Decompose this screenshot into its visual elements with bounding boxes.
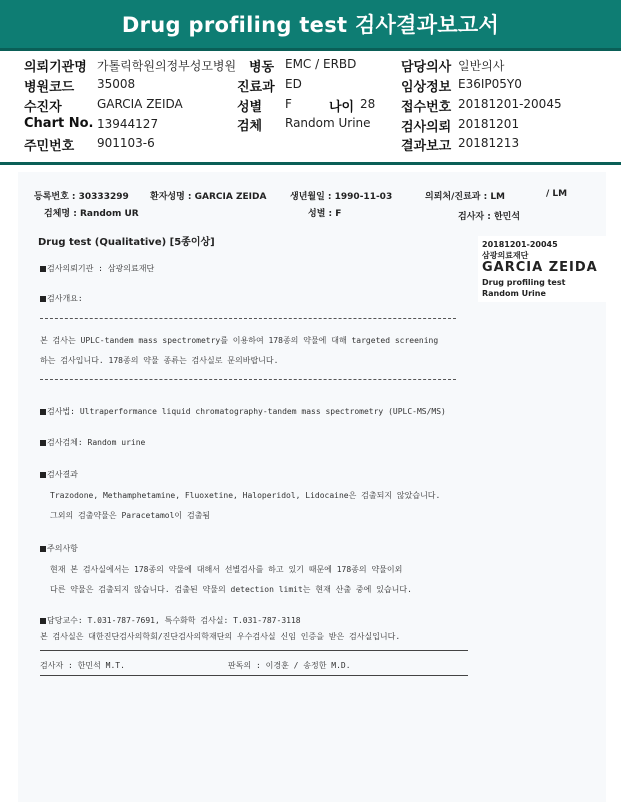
bullet-icon — [40, 409, 46, 415]
sticker-test: Drug profiling test — [482, 278, 566, 287]
clinical-label: 임상정보 — [401, 80, 452, 95]
referrer: 의뢰처/진료과 : LM — [425, 192, 506, 202]
scanned-report — [18, 172, 606, 802]
bullet-icon — [40, 296, 46, 302]
caution-line-1: 현재 본 검사실에서는 178종의 약물에 대해서 선별검사를 하고 있기 때문에 178종의 약물이외 — [50, 565, 403, 574]
clinical-value: E36IP05Y0 — [458, 77, 522, 91]
sign-reader: 판독의 : 이경훈 / 송정한 M.D. — [228, 661, 351, 670]
resident-label: 주민번호 — [24, 139, 75, 154]
sex-label: 성별 — [237, 100, 263, 115]
receipt-label: 접수번호 — [401, 100, 452, 115]
overview-line-2: 하는 검사입니다. 178종의 약물 종류는 검사실로 문의바랍니다. — [40, 356, 279, 365]
recipient-label: 수진자 — [24, 100, 62, 115]
overview-head-text: 검사개요: — [47, 294, 83, 303]
bullet-icon — [40, 440, 46, 446]
ward-value: EMC / ERBD — [285, 57, 357, 71]
specimen-value: Random Urine — [285, 116, 371, 130]
sign-examiner: 검사자 : 한민석 M.T. — [40, 661, 125, 670]
agency-line — [40, 263, 154, 274]
report-label: 결과보고 — [401, 139, 452, 154]
method-line — [40, 406, 446, 417]
age-value: 28 — [360, 97, 376, 111]
bullet-icon — [40, 618, 46, 624]
recipient-value: GARCIA ZEIDA — [97, 97, 183, 111]
sticker-org: 삼광의료재단 — [482, 251, 529, 260]
bullet-icon — [40, 472, 46, 478]
chart-label: Chart No. — [24, 116, 94, 131]
request-label: 검사의뢰 — [401, 120, 452, 135]
certification-line: 본 검사실은 대한진단검사의학회/진단검사의학재단의 우수검사실 신임 인증을 받은 검사실입니다. — [40, 632, 401, 641]
receipt-value: 20181201-20045 — [458, 97, 562, 111]
birth-date: 생년월일 : 1990-11-03 — [290, 192, 393, 202]
dashed-divider — [40, 379, 456, 380]
sticker-receipt: 20181201-20045 — [482, 240, 558, 249]
doctor-label: 담당의사 — [401, 60, 452, 75]
request-value: 20181201 — [458, 117, 520, 131]
patient-name: 환자성명 : GARCIA ZEIDA — [150, 192, 267, 202]
specimen-label-sticker — [478, 236, 606, 302]
result-heading — [40, 469, 78, 480]
specimen-line-text: 검사검체: Random urine — [47, 438, 146, 447]
examiner: 검사자 : 한민석 — [458, 212, 521, 222]
agency-text: 검사의뢰기관 : 삼광의료재단 — [47, 264, 155, 273]
result-head-text: 검사결과 — [47, 470, 78, 479]
result-line-1: Trazodone, Methamphetamine, Fluoxetine, Haloperidol, Lidocaine은 검출되지 않았습니다. — [50, 491, 441, 500]
test-title: Drug test (Qualitative) [5종이상] — [38, 237, 215, 248]
sex-value: F — [285, 97, 292, 111]
specimen-line — [40, 437, 145, 448]
institution-label: 의뢰기관명 — [24, 60, 87, 75]
caution-line-2: 다른 약물은 검출되지 않습니다. 검출된 약물의 detection limit는 현재 산출 중에 있습니다. — [50, 585, 412, 594]
header-divider — [0, 48, 621, 51]
bullet-icon — [40, 266, 46, 272]
overview-line-1: 본 검사는 UPLC-tandem mass spectrometry를 이용하여 178종의 약물에 대해 targeted screening — [40, 336, 439, 345]
solid-divider — [40, 675, 468, 676]
caution-heading — [40, 543, 78, 554]
overview-heading — [40, 293, 83, 304]
contact-text: 담당교수: T.031-787-7691, 특수화학 검사실: T.031-787-3118 — [47, 616, 301, 625]
resident-value: 901103-6 — [97, 136, 155, 150]
ward-label: 병동 — [249, 60, 275, 75]
result-line-2: 그외의 검출약물은 Paracetamol이 검출됨 — [50, 511, 211, 520]
contact-line — [40, 615, 301, 626]
hospital-code-label: 병원코드 — [24, 80, 75, 95]
method-text: 검사법: Ultraperformance liquid chromatography-tandem mass spectrometry (UPLC-MS/MS) — [47, 407, 446, 416]
dept-value: ED — [285, 77, 302, 91]
info-divider — [0, 162, 621, 165]
report-title: Drug profiling test 검사결과보고서 — [0, 0, 621, 48]
dept-label: 진료과 — [237, 80, 275, 95]
solid-divider — [40, 650, 468, 651]
dashed-divider — [40, 318, 456, 319]
age-label: 나이 — [329, 100, 355, 115]
reg-number: 등록번호 : 30333299 — [34, 192, 129, 202]
patient-info-panel — [0, 52, 621, 160]
caution-head-text: 주의사항 — [47, 544, 78, 553]
hospital-code-value: 35008 — [97, 77, 136, 91]
bullet-icon — [40, 546, 46, 552]
referrer-dept: / LM — [546, 189, 568, 199]
chart-value: 13944127 — [97, 117, 159, 131]
doctor-value: 일반의사 — [458, 59, 505, 73]
sticker-specimen: Random Urine — [482, 289, 546, 298]
doc-sex: 성별 : F — [308, 209, 342, 219]
institution-value: 가톨릭학원의정부성모병원 — [97, 59, 237, 73]
report-value: 20181213 — [458, 136, 520, 150]
specimen-label: 검체 — [237, 119, 263, 134]
specimen-name: 검체명 : Random UR — [44, 209, 139, 219]
sticker-name: GARCIA ZEIDA — [482, 260, 598, 275]
